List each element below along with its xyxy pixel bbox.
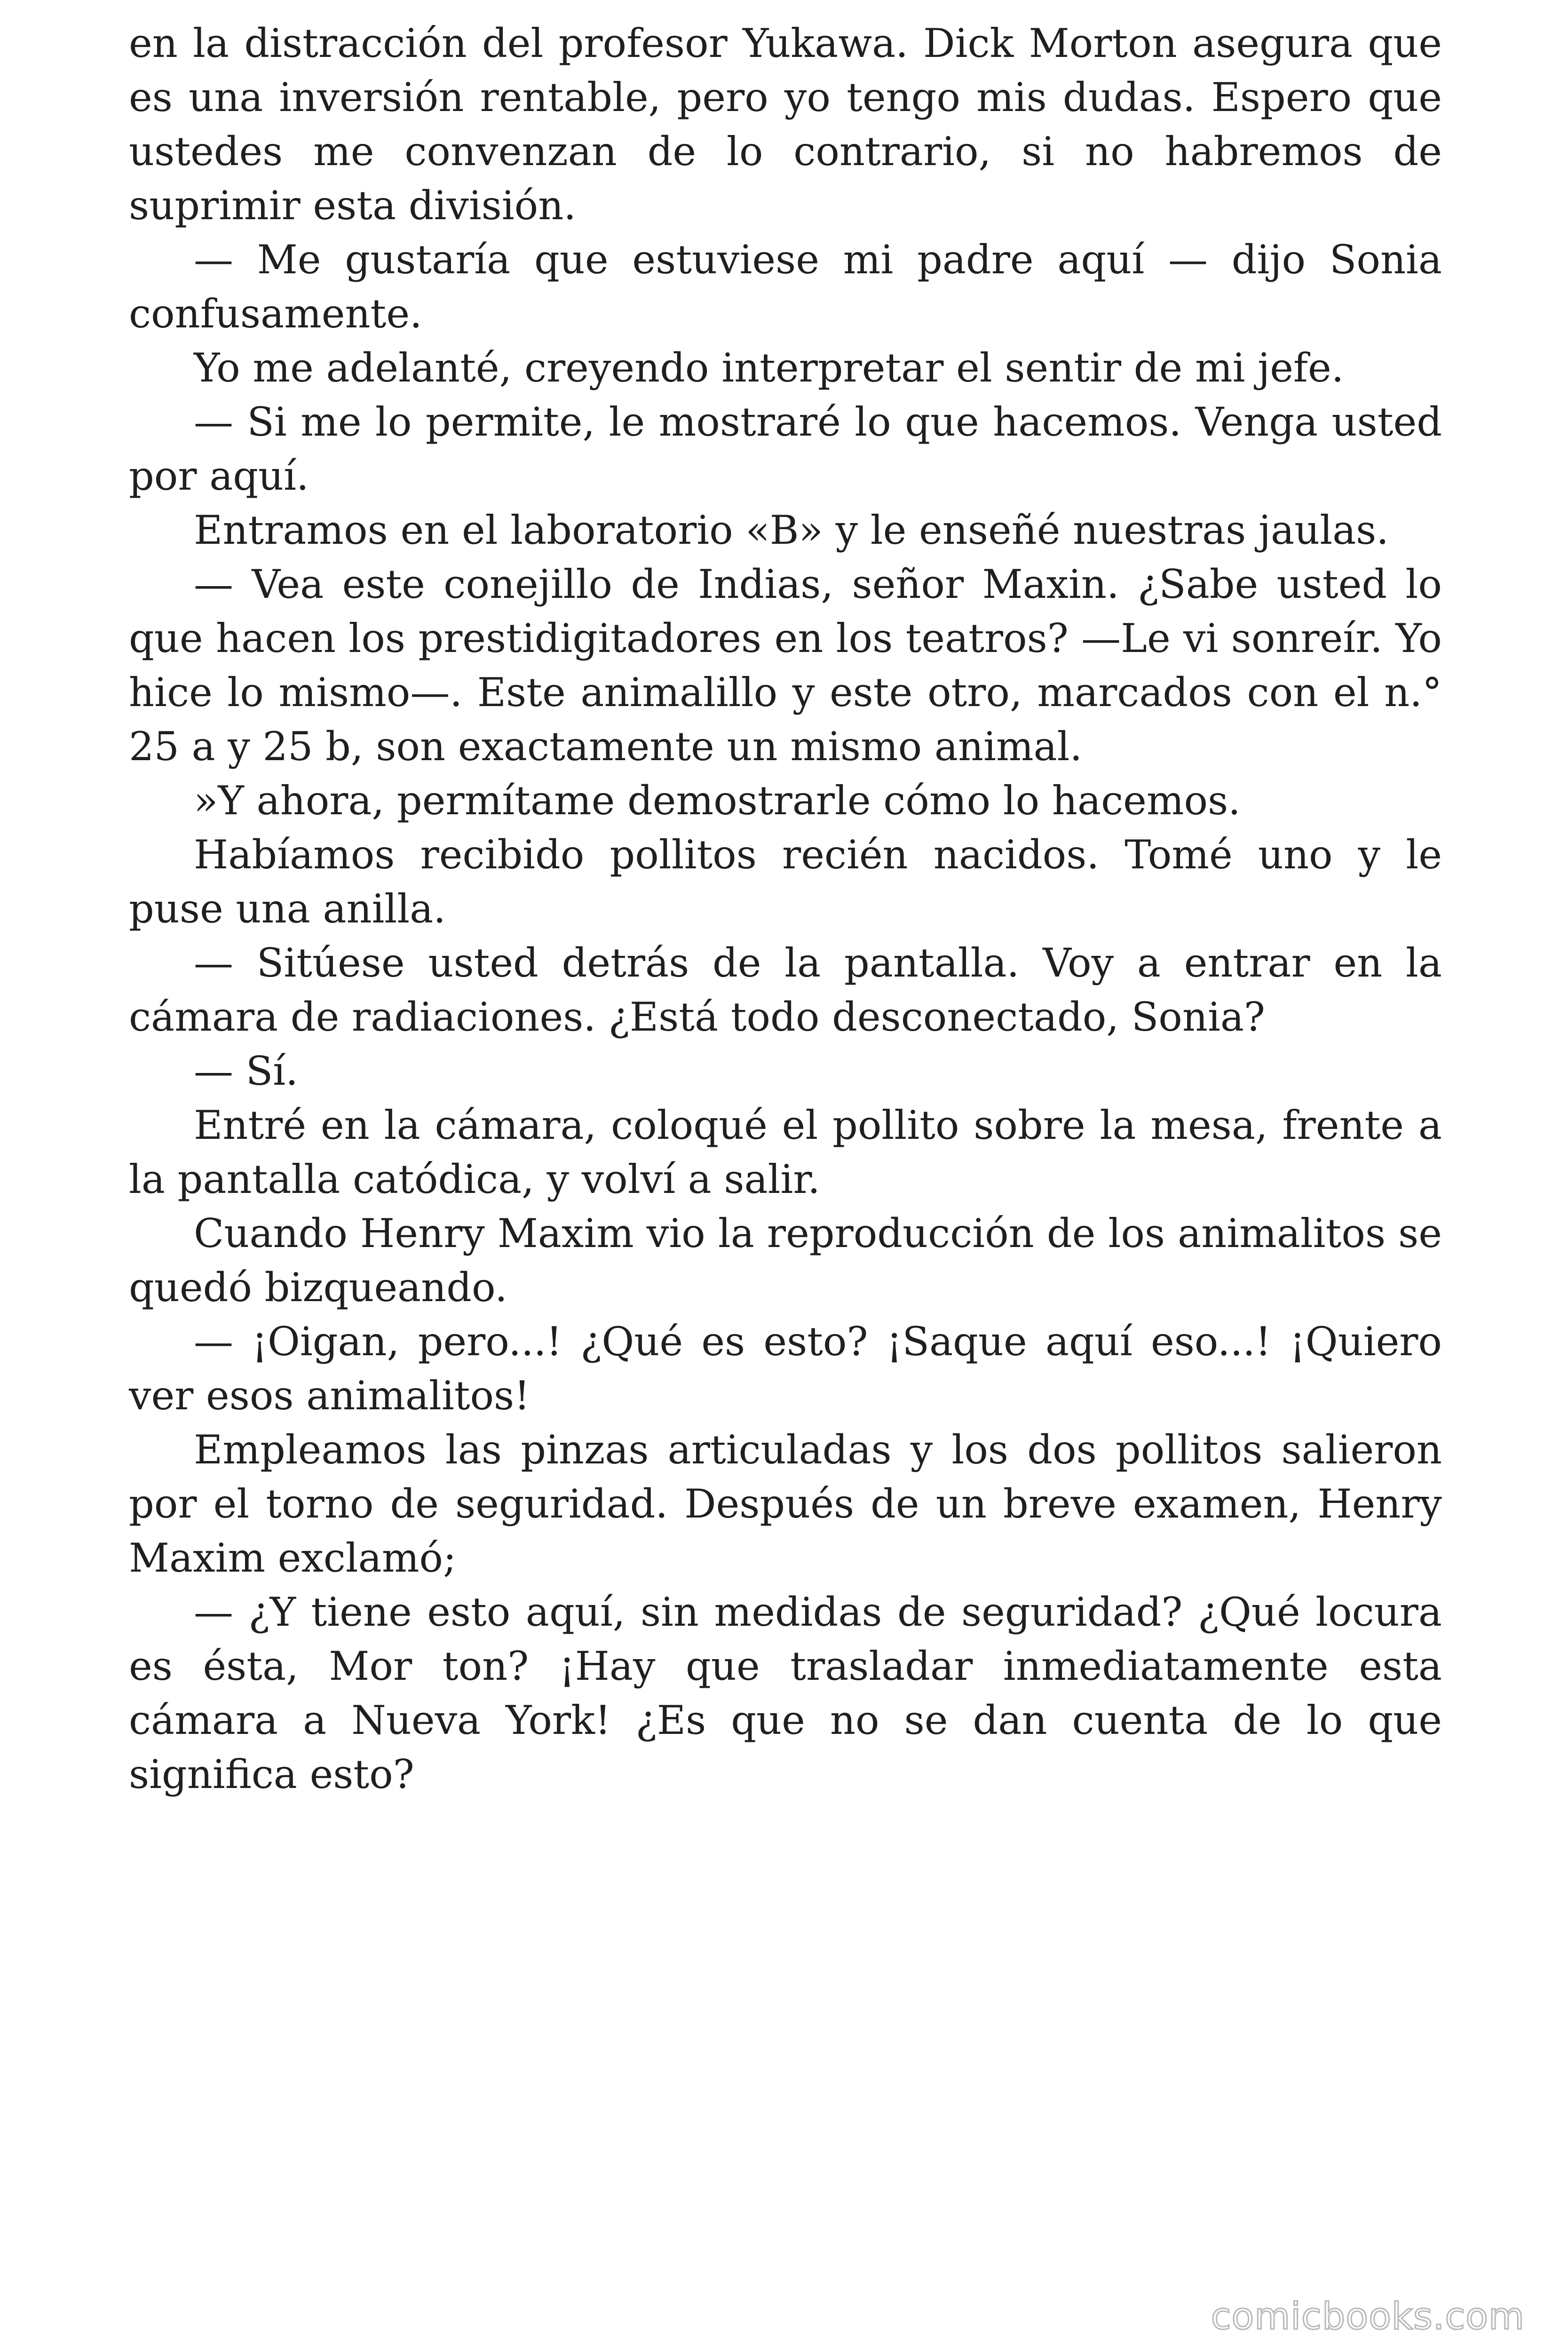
watermark-text: comicbooks.com: [1211, 2296, 1525, 2338]
dialogue-paragraph: — Si me lo permite, le mostraré lo que hacemos. Venga usted por aquí.: [129, 399, 1442, 499]
narration-paragraph: Entré en la cámara, coloqué el pollito sobre la mesa, frente a la pantalla catódica, y volví a salir.: [129, 1102, 1442, 1202]
narration-paragraph: Yo me adelanté, creyendo interpretar el sentir de mi jefe.: [194, 345, 1344, 391]
narration-paragraph: Habíamos recibido pollitos recién nacidos. Tomé uno y le puse una anilla.: [129, 832, 1442, 932]
narration-paragraph: Entramos en el laboratorio «B» y le enseñé nuestras jaulas.: [194, 507, 1389, 553]
dialogue-sonia: — Me gustaría que estuviese mi padre aquí — dijo Sonia confusamente.: [129, 237, 1442, 337]
dialogue-paragraph: — Vea este conejillo de Indias, señor Maxin. ¿Sabe usted lo que hacen los prestidigitadores en los teatros? —Le vi sonreír. Yo hice lo mismo—. Este animalillo y este otro, marcados con el n.° 25 a y 25 b, son exactamente un mismo animal.: [129, 561, 1442, 770]
dialogue-paragraph: — ¡Oigan, pero...! ¿Qué es esto? ¡Saque aquí eso...! ¡Quiero ver esos animalitos!: [129, 1319, 1442, 1419]
dialogue-paragraph: — Sí.: [194, 1048, 298, 1094]
dialogue-paragraph: »Y ahora, permítame demostrarle cómo lo hacemos.: [194, 778, 1241, 824]
book-page-body: [129, 16, 1442, 1802]
dialogue-paragraph: — Sitúese usted detrás de la pantalla. Voy a entrar en la cámara de radiaciones. ¿Está todo desconectado, Sonia?: [129, 940, 1442, 1040]
narration-paragraph: Empleamos las pinzas articuladas y los dos pollitos salieron por el torno de seguridad. Después de un breve examen, Henry Maxim exclamó;: [129, 1427, 1442, 1581]
dialogue-paragraph: — ¿Y tiene esto aquí, sin medidas de seguridad? ¿Qué locura es ésta, Mor ton? ¡Hay que trasladar inmediatamente esta cámara a Nueva York! ¿Es que no se dan cuenta de lo que significa esto?: [129, 1589, 1442, 1797]
paragraph-continuation: en la distracción del profesor Yukawa. Dick Morton asegura que es una inversión rentable, pero yo tengo mis dudas. Espero que ustedes me convenzan de lo contrario, si no habremos de suprimir esta división.: [129, 20, 1442, 229]
narration-paragraph: Cuando Henry Maxim vio la reproducción de los animalitos se quedó bizqueando.: [129, 1210, 1442, 1311]
